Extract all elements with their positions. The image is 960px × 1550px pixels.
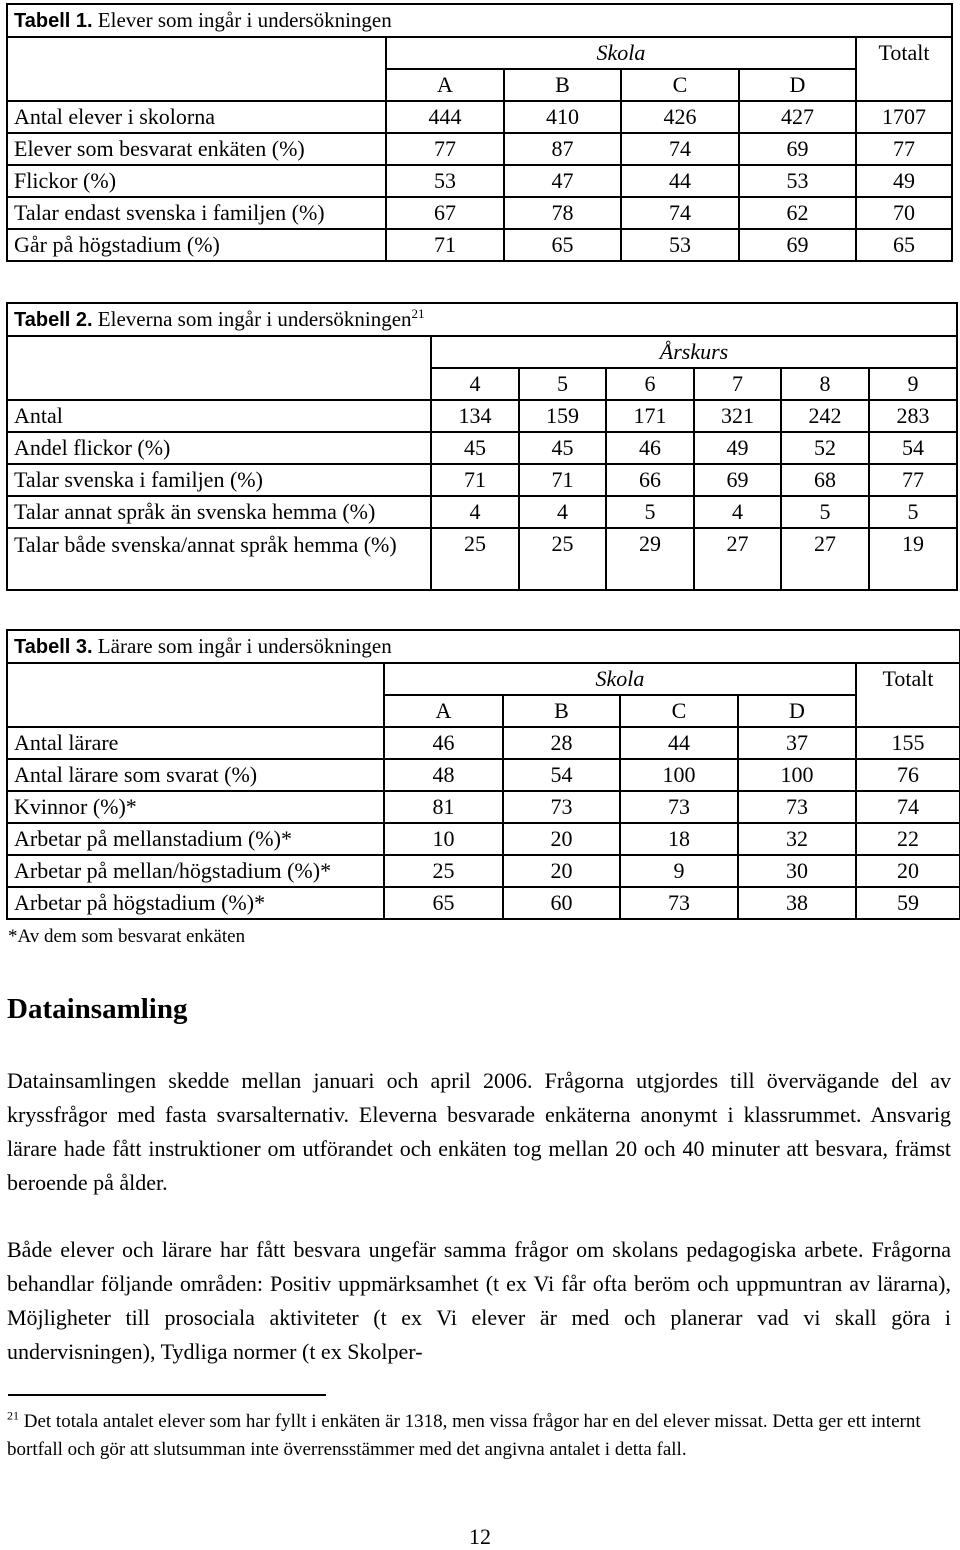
- total-cell: 76: [856, 759, 960, 791]
- cell: 69: [694, 464, 781, 496]
- table-row: [7, 496, 957, 528]
- row-label: Arbetar på högstadium (%)*: [7, 887, 384, 919]
- cell: 48: [384, 759, 503, 791]
- cell: 52: [781, 432, 869, 464]
- table-row: [7, 727, 960, 759]
- table-row: [7, 823, 960, 855]
- row-label: Talar svenska i familjen (%): [7, 464, 431, 496]
- table-row: [7, 528, 957, 590]
- table-3: [6, 629, 960, 920]
- cell: 73: [738, 791, 856, 823]
- table-3-col-c: C: [620, 695, 738, 727]
- cell: 65: [504, 229, 621, 261]
- cell: 5: [781, 496, 869, 528]
- cell: 66: [606, 464, 694, 496]
- row-label: Kvinnor (%)*: [7, 791, 384, 823]
- cell: 62: [739, 197, 856, 229]
- cell: 20: [503, 823, 620, 855]
- table-2-col: 4: [431, 368, 519, 400]
- cell: 54: [503, 759, 620, 791]
- cell: 44: [620, 727, 738, 759]
- row-label: Talar både svenska/annat språk hemma (%): [7, 528, 431, 590]
- row-label: Arbetar på mellanstadium (%)*: [7, 823, 384, 855]
- table-1-caption: Tabell 1. Elever som ingår i undersökningen: [7, 4, 952, 37]
- table-2: [6, 302, 958, 591]
- table-3-corner: [7, 663, 384, 727]
- cell: 73: [620, 887, 738, 919]
- table-row: [7, 432, 957, 464]
- cell: 38: [738, 887, 856, 919]
- total-cell: 1707: [856, 101, 952, 133]
- table-3-col-a: A: [384, 695, 503, 727]
- row-label: Elever som besvarat enkäten (%): [7, 133, 386, 165]
- cell: 25: [431, 528, 519, 590]
- cell: 67: [386, 197, 504, 229]
- table-row: [7, 165, 952, 197]
- row-label: Antal: [7, 400, 431, 432]
- table-row: [7, 759, 960, 791]
- cell: 77: [869, 464, 957, 496]
- cell: 74: [621, 133, 739, 165]
- cell: 53: [386, 165, 504, 197]
- cell: 28: [503, 727, 620, 759]
- total-cell: 74: [856, 791, 960, 823]
- table-1-corner: [7, 37, 386, 101]
- cell: 100: [738, 759, 856, 791]
- table-2-corner: [7, 336, 431, 400]
- cell: 29: [606, 528, 694, 590]
- cell: 321: [694, 400, 781, 432]
- table-row: [7, 887, 960, 919]
- table-3-group-header: Skola: [384, 663, 856, 695]
- row-label: Arbetar på mellan/högstadium (%)*: [7, 855, 384, 887]
- cell: 25: [384, 855, 503, 887]
- cell: 171: [606, 400, 694, 432]
- cell: 242: [781, 400, 869, 432]
- paragraph-1: Datainsamlingen skedde mellan januari och april 2006. Frågorna utgjordes till övervägande del av kryssfrågor med fasta svarsalternativ. Eleverna besvarade enkäterna anonymt i klassrummet. Ansvarig lärare hade fått instruktioner om utförandet och enkäten tog mellan 20 och 40 minuter att besvara, främst beroende på ålder.: [7, 1068, 951, 1195]
- cell: 65: [384, 887, 503, 919]
- page-number: 12: [469, 1524, 491, 1549]
- table-1-group-header: Skola: [386, 37, 856, 69]
- row-label: Talar annat språk än svenska hemma (%): [7, 496, 431, 528]
- cell: 45: [519, 432, 606, 464]
- table-3-note: *Av dem som besvarat enkäten: [8, 926, 246, 947]
- cell: 4: [431, 496, 519, 528]
- table-row: [7, 464, 957, 496]
- cell: 46: [606, 432, 694, 464]
- row-label: Talar endast svenska i familjen (%): [7, 197, 386, 229]
- cell: 69: [739, 133, 856, 165]
- cell: 78: [504, 197, 621, 229]
- table-row: [7, 855, 960, 887]
- cell: 69: [739, 229, 856, 261]
- paragraph-2: Både elever och lärare har fått besvara ungefär samma frågor om skolans pedagogiska arbete. Frågorna behandlar följande områden: Positiv uppmärksamhet (t ex Vi får ofta beröm och uppmuntran av lärarna), Möjligheter till prosociala aktiviteter (t ex Vi elever är med och planerar vad vi skall göra i undervisningen), Tydliga normer (t ex Skolper-: [7, 1237, 951, 1364]
- cell: 32: [738, 823, 856, 855]
- cell: 100: [620, 759, 738, 791]
- cell: 4: [694, 496, 781, 528]
- table-row: [7, 400, 957, 432]
- cell: 71: [519, 464, 606, 496]
- table-3-total-header: Totalt: [856, 663, 960, 727]
- section-heading: Datainsamling: [7, 993, 188, 1025]
- cell: 444: [386, 101, 504, 133]
- cell: 18: [620, 823, 738, 855]
- cell: 81: [384, 791, 503, 823]
- cell: 134: [431, 400, 519, 432]
- cell: 87: [504, 133, 621, 165]
- cell: 25: [519, 528, 606, 590]
- footnote-divider: [8, 1394, 326, 1396]
- cell: 410: [504, 101, 621, 133]
- cell: 54: [869, 432, 957, 464]
- cell: 10: [384, 823, 503, 855]
- table-2-col: 8: [781, 368, 869, 400]
- cell: 53: [739, 165, 856, 197]
- cell: 159: [519, 400, 606, 432]
- cell: 5: [606, 496, 694, 528]
- cell: 68: [781, 464, 869, 496]
- row-label: Antal lärare som svarat (%): [7, 759, 384, 791]
- table-1-total-header: Totalt: [856, 37, 952, 101]
- cell: 19: [869, 528, 957, 590]
- cell: 47: [504, 165, 621, 197]
- cell: 9: [620, 855, 738, 887]
- table-1-col-c: C: [621, 69, 739, 101]
- cell: 71: [386, 229, 504, 261]
- table-2-col: 5: [519, 368, 606, 400]
- cell: 27: [781, 528, 869, 590]
- total-cell: 49: [856, 165, 952, 197]
- table-2-col: 7: [694, 368, 781, 400]
- table-2-col: 9: [869, 368, 957, 400]
- table-2-group-header: Årskurs: [431, 336, 957, 368]
- table-row: [7, 197, 952, 229]
- total-cell: 22: [856, 823, 960, 855]
- cell: 60: [503, 887, 620, 919]
- cell: 45: [431, 432, 519, 464]
- footnote-text: Det totala antalet elever som har fyllt i enkäten är 1318, men vissa frågor har en del elever missat. Detta ger ett internt bortfall och gör att slutsumman inte överrensstämmer med det angivna antalet i detta fall.: [7, 1411, 921, 1460]
- table-1-col-b: B: [504, 69, 621, 101]
- row-label: Antal elever i skolorna: [7, 101, 386, 133]
- footnote: [7, 1408, 951, 1464]
- row-label: Flickor (%): [7, 165, 386, 197]
- cell: 427: [739, 101, 856, 133]
- table-row: [7, 101, 952, 133]
- table-3-col-b: B: [503, 695, 620, 727]
- cell: 283: [869, 400, 957, 432]
- total-cell: 77: [856, 133, 952, 165]
- table-2-caption: Tabell 2. Eleverna som ingår i undersökningen$^{21}$: [7, 303, 957, 336]
- total-cell: 155: [856, 727, 960, 759]
- table-row: [7, 133, 952, 165]
- cell: 4: [519, 496, 606, 528]
- total-cell: 70: [856, 197, 952, 229]
- cell: 71: [431, 464, 519, 496]
- table-row: [7, 791, 960, 823]
- cell: 46: [384, 727, 503, 759]
- cell: 44: [621, 165, 739, 197]
- table-1: [6, 3, 953, 262]
- footnote-ref: 21: [411, 306, 425, 321]
- row-label: Går på högstadium (%): [7, 229, 386, 261]
- cell: 27: [694, 528, 781, 590]
- cell: 73: [620, 791, 738, 823]
- row-label: Andel flickor (%): [7, 432, 431, 464]
- table-2-col: 6: [606, 368, 694, 400]
- cell: 20: [503, 855, 620, 887]
- cell: 30: [738, 855, 856, 887]
- table-3-caption: Tabell 3. Lärare som ingår i undersökningen: [7, 630, 960, 663]
- row-label: Antal lärare: [7, 727, 384, 759]
- footnote-number: 21: [7, 1408, 19, 1423]
- table-row: [7, 229, 952, 261]
- total-cell: 20: [856, 855, 960, 887]
- table-3-col-d: D: [738, 695, 856, 727]
- cell: 53: [621, 229, 739, 261]
- total-cell: 65: [856, 229, 952, 261]
- total-cell: 59: [856, 887, 960, 919]
- cell: 37: [738, 727, 856, 759]
- cell: 5: [869, 496, 957, 528]
- cell: 426: [621, 101, 739, 133]
- cell: 77: [386, 133, 504, 165]
- table-1-col-d: D: [739, 69, 856, 101]
- cell: 73: [503, 791, 620, 823]
- table-1-col-a: A: [386, 69, 504, 101]
- cell: 74: [621, 197, 739, 229]
- cell: 49: [694, 432, 781, 464]
